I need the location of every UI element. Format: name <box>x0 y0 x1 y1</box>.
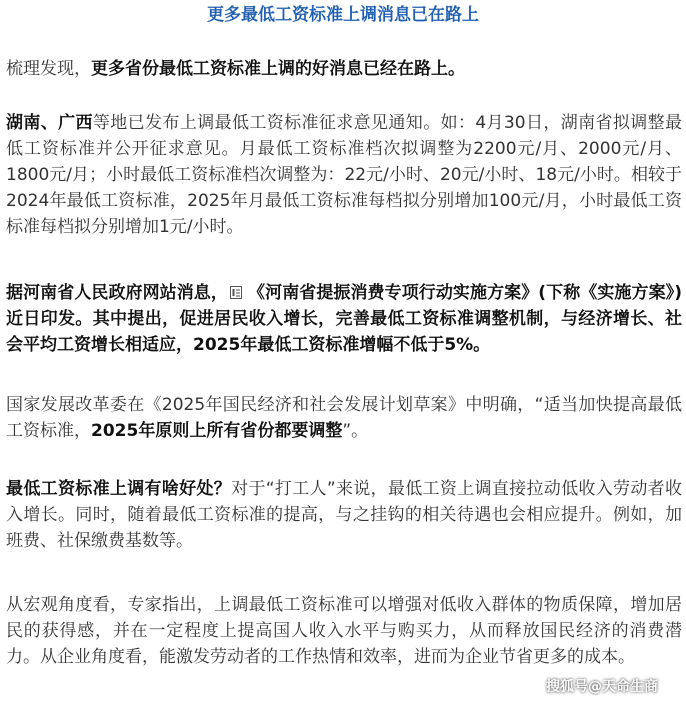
paragraph-2 <box>6 110 682 240</box>
paragraph-3-lead: 据河南省人民政府网站消息， <box>6 283 228 303</box>
paragraph-2-highlight: 湖南、广西 <box>6 113 93 133</box>
paragraph-3-body: 《河南省提振消费专项行动实施方案》(下称《实施方案》)近日印发。其中提出，促进居民收入增长，完善最低工资标准调整机制，与经济增长、社会平均工资增长相适应，2025年最低工资标准增幅不低于5%。 <box>6 283 683 355</box>
paragraph-5 <box>6 476 682 554</box>
paragraph-5-lead: 最低工资标准上调有啥好处？ <box>6 479 232 499</box>
paragraph-6: 从宏观角度看，专家指出，上调最低工资标准可以增强对低收入群体的物质保障，增加居民的获得感，并在一定程度上提高国人收入水平与购买力，从而释放国民经济的消费潜力。从企业角度看，能激发劳动者的工作热情和效率，进而为企业节省更多的成本。 <box>6 595 682 667</box>
paragraph-1 <box>6 56 682 82</box>
paragraph-1-lead: 梳理发现， <box>6 59 91 79</box>
paragraph-4-lead: 国家发展改革委在《2025年国民经济和社会发展计划草案》中明确，“适当加快提高最低工资标准， <box>6 395 682 441</box>
paragraph-5-body: 对于“打工人”来说，最低工资上调直接拉动低收入劳动者收入增长。同时，随着最低工资标准的提高，与之挂钩的相关待遇也会相应提升。例如，加班费、社保缴费基数等。 <box>6 479 682 551</box>
paragraph-4-highlight: 2025年原则上所有省份都要调整 <box>91 421 343 441</box>
document-icon[interactable] <box>230 281 242 294</box>
paragraph-2-body: 等地已发布上调最低工资标准征求意见通知。如：4月30日，湖南省拟调整最低工资标准并公开征求意见。月最低工资标准档次拟调整为2200元/月、2000元/月、1800元/月；小时最低工资标准档次调整为：22元/小时、20元/小时、18元/小时。相较于2024年最低工资标准，2025年月最低工资标准每档拟分别增加100元/月，小时最低工资标准每档拟分别增加1元/小时。 <box>6 113 683 237</box>
source-watermark: 搜狐号@天命生商 <box>546 679 658 695</box>
paragraph-4 <box>6 392 682 444</box>
article-title: 更多最低工资标准上调消息已在路上 <box>207 5 479 25</box>
paragraph-3 <box>6 280 682 358</box>
paragraph-4-tail: ”。 <box>342 421 369 441</box>
paragraph-1-highlight: 更多省份最低工资标准上调的好消息已经在路上。 <box>91 59 465 79</box>
